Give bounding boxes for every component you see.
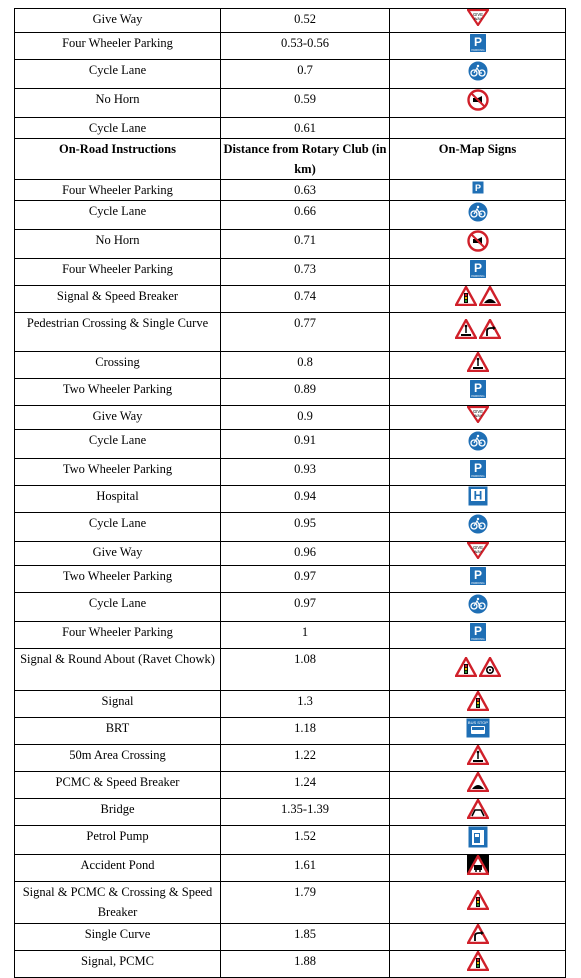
signs-cell [390,542,566,566]
instruction-cell: Give Way [92,12,143,26]
signs-cell [390,430,566,459]
table-row [15,430,566,459]
table-row [15,772,566,799]
distance-cell: 0.7 [297,63,313,77]
signal-icon [467,951,489,971]
distance-cell: 0.95 [294,516,316,530]
table-row [15,593,566,622]
distance-cell: 0.52 [294,12,316,26]
signs-cell [390,855,566,882]
distance-cell: 0.77 [294,316,316,330]
route-instructions-table [14,8,566,978]
curve-icon [467,924,489,944]
table-row [15,826,566,855]
svg-text:P: P [473,624,482,638]
instruction-cell: Signal & PCMC & Crossing & Speed Breaker [22,885,213,919]
instruction-cell: Two Wheeler Parking [62,462,173,476]
column-header-signs: On-Map Signs [438,142,517,156]
distance-cell: 1 [301,625,309,639]
parking-icon [469,459,487,479]
signs-cell [390,566,566,593]
table-row [15,459,566,486]
distance-cell: 0.91 [294,433,316,447]
instruction-cell: Give Way [92,545,143,559]
table-row [15,513,566,542]
distance-cell: 0.97 [294,569,316,583]
distance-cell: 0.66 [294,204,316,218]
table-row [15,201,566,230]
signs-cell [390,745,566,772]
column-header-instructions: On-Road Instructions [58,142,177,156]
table-row [15,924,566,951]
distance-cell: 1.79 [294,885,316,899]
table-row [15,259,566,286]
table-row [15,951,566,978]
table-row [15,406,566,430]
crossing-icon [467,352,489,372]
svg-text:PARKING: PARKING [470,48,485,52]
svg-text:P: P [473,261,482,275]
instruction-cell: Single Curve [84,927,151,941]
signs-cell [390,513,566,542]
svg-text:BUS STOP: BUS STOP [467,720,488,725]
table-row [15,180,566,201]
parking-icon [469,566,487,586]
distance-cell: 0.63 [294,183,316,197]
distance-cell: 0.96 [294,545,316,559]
instruction-cell: Signal [101,694,134,708]
distance-cell: 0.93 [294,462,316,476]
instruction-cell: Two Wheeler Parking [62,569,173,583]
svg-text:WAY: WAY [473,414,482,418]
bridge-icon [467,799,489,819]
distance-cell: 0.74 [294,289,316,303]
roundabout-icon [479,657,501,677]
instruction-cell: Cycle Lane [88,121,147,135]
give-way-icon [467,542,489,559]
table-row [15,60,566,89]
speed-breaker-icon [467,772,489,792]
signs-cell [390,286,566,313]
svg-text:P: P [473,381,482,395]
signs-cell [390,649,566,691]
distance-cell: 0.53-0.56 [281,36,329,50]
instruction-cell: Cycle Lane [88,516,147,530]
table-header-row [15,139,566,180]
distance-cell: 0.97 [294,596,316,610]
svg-text:P: P [474,183,481,193]
table-row [15,9,566,33]
signs-cell [390,691,566,718]
signs-cell [390,772,566,799]
svg-text:GIVE: GIVE [472,409,483,414]
table-row [15,230,566,259]
table-row [15,691,566,718]
give-way-icon [467,9,489,26]
instruction-cell: Pedestrian Crossing & Single Curve [26,316,209,330]
distance-cell: 0.89 [294,382,316,396]
table-row [15,622,566,649]
instruction-cell: PCMC & Speed Breaker [55,775,180,789]
instruction-cell: Four Wheeler Parking [62,36,173,50]
distance-cell: 0.61 [294,121,316,135]
accident-icon [467,855,489,875]
svg-text:WAY: WAY [473,550,482,554]
table-row [15,799,566,826]
distance-cell: 1.35-1.39 [281,802,329,816]
signs-cell [390,882,566,924]
parking-icon [469,379,487,399]
signs-cell [390,622,566,649]
parking-small-icon [472,181,484,194]
distance-cell: 0.9 [297,409,313,423]
instruction-cell: Four Wheeler Parking [62,625,173,639]
signal-icon [467,691,489,711]
signs-cell [390,593,566,622]
svg-text:PARKING: PARKING [470,274,485,278]
crossing-icon [467,745,489,765]
instruction-cell: Two Wheeler Parking [62,382,173,396]
distance-cell: 1.61 [294,858,316,872]
cycle-icon [467,513,489,535]
signs-cell [390,826,566,855]
svg-text:PARKING: PARKING [470,581,485,585]
table-row [15,486,566,513]
signs-cell [390,89,566,118]
bus-stop-icon [466,718,490,738]
signs-cell [390,924,566,951]
distance-cell: 1.24 [294,775,316,789]
no-horn-icon [467,89,489,111]
signal-icon [455,286,477,306]
cycle-icon [467,201,489,223]
svg-text:GIVE: GIVE [472,545,483,550]
cycle-icon [467,430,489,452]
instruction-cell: Hospital [96,489,139,503]
table-row [15,286,566,313]
table-row [15,718,566,745]
table-row [15,855,566,882]
table-row [15,649,566,691]
instruction-cell: Cycle Lane [88,63,147,77]
svg-text:P: P [473,568,482,582]
table-row [15,33,566,60]
instruction-cell: Crossing [95,355,140,369]
svg-text:P: P [473,35,482,49]
curve-icon [479,319,501,339]
distance-cell: 1.88 [294,954,316,968]
instruction-cell: Four Wheeler Parking [62,183,173,197]
signs-cell [390,718,566,745]
instruction-cell: Bridge [100,802,135,816]
signs-cell [390,799,566,826]
table-row [15,566,566,593]
parking-icon [469,622,487,642]
instruction-cell: Signal, PCMC [81,954,154,968]
instruction-cell: Petrol Pump [86,829,149,843]
table-row [15,379,566,406]
parking-icon [469,259,487,279]
signs-cell [390,230,566,259]
signs-cell [390,313,566,352]
table-row [15,89,566,118]
distance-cell: 0.73 [294,262,316,276]
instruction-cell: 50m Area Crossing [69,748,166,762]
cycle-icon [467,593,489,615]
signs-cell [390,180,566,201]
signs-cell [390,9,566,33]
instruction-cell: Signal & Round About (Ravet Chowk) [20,652,215,666]
signs-cell [390,406,566,430]
svg-text:GIVE: GIVE [472,12,483,17]
table-row [15,118,566,139]
no-horn-icon [467,230,489,252]
distance-cell: 0.71 [294,233,316,247]
table-row [15,352,566,379]
instruction-cell: Four Wheeler Parking [62,262,173,276]
signs-cell [390,486,566,513]
signs-cell [390,33,566,60]
signs-cell [390,951,566,978]
distance-cell: 1.22 [294,748,316,762]
svg-text:H: H [473,488,482,503]
instruction-cell: BRT [105,721,130,735]
svg-text:WAY: WAY [473,17,482,21]
speed-breaker-icon [479,286,501,306]
column-header-distance: Distance from Rotary Club (in km) [223,142,387,176]
svg-text:P: P [473,461,482,475]
instruction-cell: Signal & Speed Breaker [56,289,179,303]
instruction-cell: No Horn [95,233,140,247]
distance-cell: 1.85 [294,927,316,941]
distance-cell: 0.94 [294,489,316,503]
distance-cell: 1.52 [294,829,316,843]
table-row [15,542,566,566]
signs-cell [390,352,566,379]
instruction-cell: Give Way [92,409,143,423]
petrol-pump-icon [468,826,488,848]
signs-cell [390,259,566,286]
signs-cell [390,60,566,89]
table-row [15,745,566,772]
table-body [15,9,566,978]
signs-cell [390,118,566,139]
distance-cell: 0.59 [294,92,316,106]
distance-cell: 0.8 [297,355,313,369]
instruction-cell: Accident Pond [80,858,155,872]
instruction-cell: Cycle Lane [88,596,147,610]
instruction-cell: Cycle Lane [88,433,147,447]
distance-cell: 1.3 [297,694,313,708]
hospital-icon [468,486,488,506]
signs-cell [390,201,566,230]
parking-icon [469,33,487,53]
signal-icon [455,657,477,677]
signal-icon [467,890,489,910]
distance-cell: 1.08 [294,652,316,666]
instruction-cell: No Horn [95,92,140,106]
svg-text:PARKING: PARKING [470,637,485,641]
distance-cell: 1.18 [294,721,316,735]
table-row [15,882,566,924]
svg-text:PARKING: PARKING [470,474,485,478]
give-way-icon [467,406,489,423]
cycle-icon [467,60,489,82]
signs-cell [390,459,566,486]
table-row [15,313,566,352]
svg-text:PARKING: PARKING [470,394,485,398]
instruction-cell: Cycle Lane [88,204,147,218]
crossing-icon [455,319,477,339]
signs-cell [390,379,566,406]
